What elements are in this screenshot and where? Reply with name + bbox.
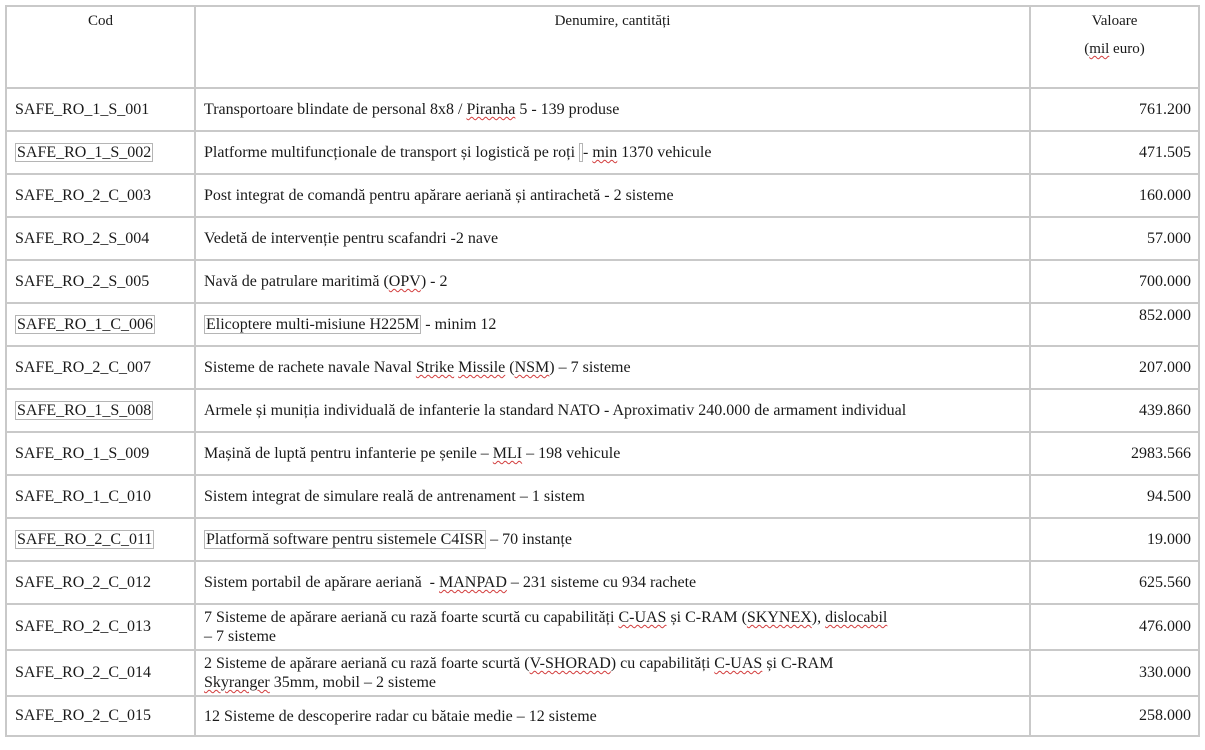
row-name: Vedetă de intervenție pentru scafandri -2 nave — [195, 217, 1030, 260]
table-row — [6, 432, 1199, 475]
row-value: 207.000 — [1030, 346, 1199, 389]
row-name: Elicoptere multi-misiune H225M - minim 12 — [195, 303, 1030, 346]
row-code: SAFE_RO_2_C_007 — [6, 346, 195, 389]
row-code: SAFE_RO_2_C_011 — [6, 518, 195, 561]
table-row — [6, 389, 1199, 432]
table-row — [6, 260, 1199, 303]
row-code: SAFE_RO_2_C_003 — [6, 174, 195, 217]
row-name: Platformă software pentru sistemele C4ISR – 70 instanțe — [195, 518, 1030, 561]
procurement-table — [5, 5, 1200, 737]
table-row — [6, 346, 1199, 389]
row-value: 476.000 — [1030, 604, 1199, 650]
header-code: Cod — [6, 6, 195, 88]
row-code: SAFE_RO_2_C_013 — [6, 604, 195, 650]
row-code: SAFE_RO_1_S_001 — [6, 88, 195, 131]
table-row — [6, 217, 1199, 260]
row-name: Navă de patrulare maritimă (OPV) - 2 — [195, 260, 1030, 303]
row-name: 7 Sisteme de apărare aeriană cu rază foarte scurtă cu capabilități C-UAS și C-RAM (SKYNEX), dislocabil – 7 sisteme — [195, 604, 1030, 650]
row-value: 625.560 — [1030, 561, 1199, 604]
row-value: 94.500 — [1030, 475, 1199, 518]
row-value: 439.860 — [1030, 389, 1199, 432]
row-code: SAFE_RO_2_C_015 — [6, 696, 195, 736]
table-row — [6, 518, 1199, 561]
row-value: 57.000 — [1030, 217, 1199, 260]
row-name: Platforme multifuncționale de transport și logistică pe roți - min 1370 vehicule — [195, 131, 1030, 174]
row-value: 258.000 — [1030, 696, 1199, 736]
row-code: SAFE_RO_2_S_005 — [6, 260, 195, 303]
header-name: Denumire, cantități — [195, 6, 1030, 88]
row-value: 160.000 — [1030, 174, 1199, 217]
row-value: 330.000 — [1030, 650, 1199, 696]
row-name: Sistem integrat de simulare reală de antrenament – 1 sistem — [195, 475, 1030, 518]
row-name: Post integrat de comandă pentru apărare aeriană și antirachetă - 2 sisteme — [195, 174, 1030, 217]
header-value-line1: Valoare — [1091, 13, 1138, 29]
table-row — [6, 696, 1199, 736]
table-row — [6, 131, 1199, 174]
table-row — [6, 88, 1199, 131]
row-code: SAFE_RO_1_C_010 — [6, 475, 195, 518]
row-value: 700.000 — [1030, 260, 1199, 303]
row-name: Sistem portabil de apărare aeriană - MANPAD – 231 sisteme cu 934 rachete — [195, 561, 1030, 604]
table-row — [6, 561, 1199, 604]
row-code: SAFE_RO_1_C_006 — [6, 303, 195, 346]
row-value: 2983.566 — [1030, 432, 1199, 475]
header-value — [1030, 6, 1199, 88]
table-row — [6, 604, 1199, 650]
row-name: 2 Sisteme de apărare aeriană cu rază foarte scurtă (V-SHORAD) cu capabilități C-UAS și C-RAM Skyranger 35mm, mobil – 2 sisteme — [195, 650, 1030, 696]
row-code: SAFE_RO_1_S_002 — [6, 131, 195, 174]
table-row — [6, 303, 1199, 346]
row-code: SAFE_RO_2_C_012 — [6, 561, 195, 604]
row-value: 852.000 — [1030, 303, 1199, 346]
row-name: Transportoare blindate de personal 8x8 / Piranha 5 - 139 produse — [195, 88, 1030, 131]
table-row — [6, 650, 1199, 696]
header-value-line2: (mil euro) — [1084, 41, 1145, 57]
table-row — [6, 174, 1199, 217]
row-code: SAFE_RO_2_C_014 — [6, 650, 195, 696]
row-name: Armele și muniția individuală de infanterie la standard NATO - Aproximativ 240.000 de armament individual — [195, 389, 1030, 432]
row-code: SAFE_RO_1_S_009 — [6, 432, 195, 475]
row-value: 761.200 — [1030, 88, 1199, 131]
row-code: SAFE_RO_2_S_004 — [6, 217, 195, 260]
row-code: SAFE_RO_1_S_008 — [6, 389, 195, 432]
table-header-row — [6, 6, 1199, 88]
row-value: 471.505 — [1030, 131, 1199, 174]
row-name: Mașină de luptă pentru infanterie pe șenile – MLI – 198 vehicule — [195, 432, 1030, 475]
table-row — [6, 475, 1199, 518]
row-name: 12 Sisteme de descoperire radar cu bătaie medie – 12 sisteme — [195, 696, 1030, 736]
row-name: Sisteme de rachete navale Naval Strike Missile (NSM) – 7 sisteme — [195, 346, 1030, 389]
row-value: 19.000 — [1030, 518, 1199, 561]
